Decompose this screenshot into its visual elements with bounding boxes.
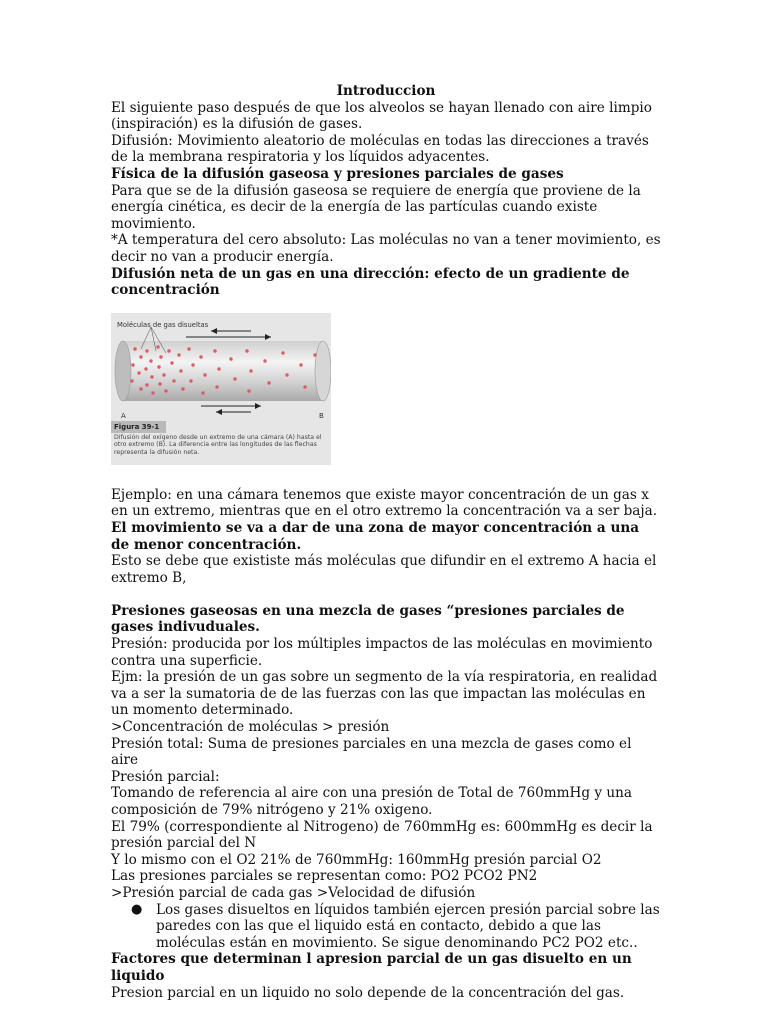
figure-label-b: B: [319, 411, 324, 420]
paragraph: *A temperatura del cero absoluto: Las moléculas no van a tener movimiento, es decir no van a producir energía.: [111, 232, 661, 265]
paragraph: Esto se debe que exististe más moléculas que difundir en el extremo A hacia el extremo B,: [111, 553, 657, 586]
section-heading: Física de la difusión gaseosa y presiones parciales de gases: [111, 165, 564, 182]
figure-label-a: A: [121, 411, 126, 420]
figure-number: Figura 39-1: [111, 421, 166, 433]
paragraph: Presion parcial en un liquido no solo depende de la concentración del gas.: [111, 984, 625, 1001]
paragraph: Presión: producida por los múltiples impactos de las moléculas en movimiento contra una superficie.: [111, 636, 653, 669]
paragraph: >Concentración de moléculas > presión: [111, 719, 390, 736]
paragraph: Para que se de la difusión gaseosa se requiere de energía que proviene de la energía cinética, es decir de la energía de las partículas cuando existe movimiento.: [111, 182, 641, 232]
document-body: [111, 83, 661, 1001]
paragraph: Tomando de referencia al aire con una presión de Total de 760mmHg y una composición de 79% nitrógeno y 21% oxigeno.: [111, 785, 633, 818]
paragraph: Y lo mismo con el O2 21% de 760mmHg: 160mmHg presión parcial O2: [111, 851, 602, 868]
figure-caption: Difusión del oxígeno desde un extremo de una cámara (A) hasta el otro extremo (B). La diferencia entre las longitudes de las flechas representa la difusión neta.: [114, 433, 322, 456]
figure-text-layer: [111, 313, 331, 465]
paragraph: El siguiente paso después de que los alveolos se hayan llenado con aire limpio (inspiración) es la difusión de gases.: [111, 99, 652, 133]
section-heading: Difusión neta de un gas en una dirección: efecto de un gradiente de concentración: [111, 265, 630, 299]
document-title: Introduccion: [336, 83, 436, 99]
paragraph: Presión total: Suma de presiones parciales en una mezcla de gases como el aire: [111, 735, 632, 769]
section-heading: Factores que determinan l apresion parcial de un gas disuelto en un liquido: [111, 951, 632, 984]
blank-line: [111, 586, 661, 603]
figure-label-molecules: Moléculas de gas disueltas: [117, 320, 209, 329]
paragraph: Difusión: Movimiento aleatorio de moléculas en todas las direcciones a través de la membrana respiratoria y los líquidos adyacentes.: [111, 132, 649, 166]
paragraph: Ejm: la presión de un gas sobre un segmento de la vía respiratoria, en realidad va a ser la sumatoria de de las fuerzas con las que impactan las moléculas en un momento determinado.: [111, 669, 658, 719]
bullet-icon: ●: [131, 901, 143, 917]
paragraph-emphasis: El movimiento se va a dar de una zona de mayor concentración a una de menor concentración.: [111, 519, 640, 553]
bullet-item: [131, 902, 661, 952]
section-heading: Presiones gaseosas en una mezcla de gases “presiones parciales de gases indivuduales.: [111, 602, 625, 636]
paragraph: >Presión parcial de cada gas >Velocidad de difusión: [111, 884, 476, 901]
bullet-text: Los gases disueltos en líquidos también ejercen presión parcial sobre las paredes con las que el liquido está en contacto, debido a que las moléculas están en movimiento. Se sigue denominando PC2 PO2 etc..: [156, 901, 660, 951]
paragraph: El 79% (correspondiente al Nitrogeno) de 760mmHg es: 600mmHg es decir la presión parcial del N: [111, 818, 653, 852]
diffusion-figure: [111, 313, 331, 465]
paragraph: Presión parcial:: [111, 768, 220, 785]
paragraph: [111, 487, 661, 553]
paragraph-text: Ejemplo: en una cámara tenemos que existe mayor concentración de un gas x en un extremo, mientras que en el otro extremo la concentración va a ser baja.: [111, 486, 658, 520]
paragraph: Las presiones parciales se representan como: PO2 PCO2 PN2: [111, 868, 538, 885]
